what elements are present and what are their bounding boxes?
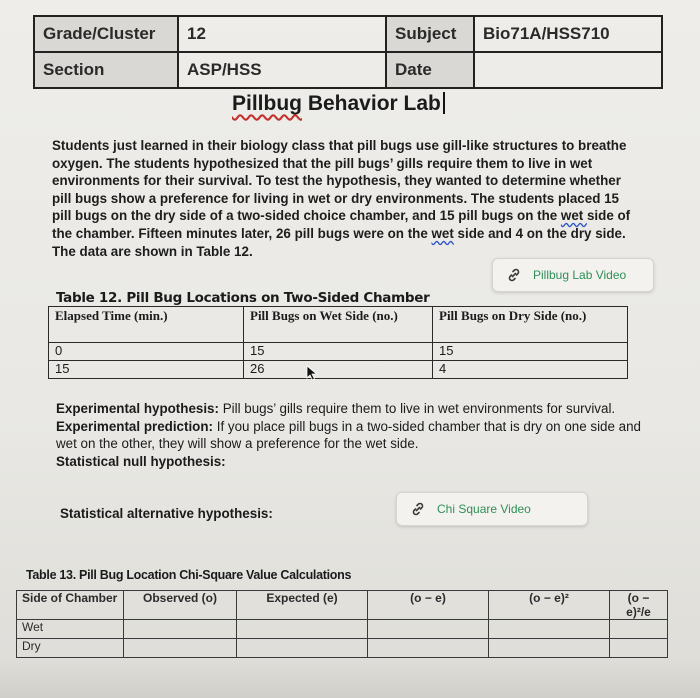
section-value[interactable]: ASP/HSS	[178, 52, 386, 88]
spellcheck-word: wet	[560, 208, 587, 224]
intro-paragraph	[52, 137, 642, 260]
table13-caption: Table 13. Pill Bug Location Chi-Square Value Calculations	[26, 568, 352, 582]
subject-value[interactable]: Bio71A/HSS710	[474, 16, 662, 52]
table12-cell: 4	[433, 361, 628, 379]
photo-shadow	[0, 658, 700, 698]
exp-pred-text: If you place pill bugs in a two-sided chamber that is dry on one side and wet on the other, they will show a preference for the wet side.	[56, 418, 642, 451]
table-row	[49, 343, 628, 361]
pillbug-video-label: Pillbug Lab Video	[533, 268, 627, 282]
table13-cell[interactable]	[489, 620, 610, 639]
page-title	[232, 92, 445, 116]
table13-header: (o − e)²/e	[610, 591, 668, 620]
header-table	[33, 15, 663, 89]
exp-pred-label: Experimental prediction:	[56, 418, 213, 434]
table12-cell: 26	[244, 361, 433, 379]
spellcheck-word: wet	[431, 225, 454, 241]
table12-cell: 0	[49, 343, 244, 361]
table12-cell: 15	[49, 361, 244, 379]
table-row	[17, 620, 668, 639]
table13-cell[interactable]	[610, 620, 668, 639]
table12	[48, 306, 628, 379]
table13-header: Side of Chamber	[17, 591, 124, 620]
table12-header: Pill Bugs on Wet Side (no.)	[244, 307, 433, 343]
date-label: Date	[386, 52, 474, 88]
table13	[16, 590, 668, 658]
intro-text-2: side of the chamber. Fifteen minutes later, 26 pill bugs were on the	[52, 208, 631, 241]
date-value[interactable]	[474, 52, 662, 88]
exp-hyp-label: Experimental hypothesis:	[56, 401, 219, 416]
table13-cell: Dry	[17, 639, 124, 658]
text-cursor	[443, 92, 445, 114]
table-row	[49, 361, 628, 379]
table12-cell: 15	[244, 343, 433, 361]
table12-header: Pill Bugs on Dry Side (no.)	[433, 307, 628, 343]
table13-cell[interactable]	[368, 639, 489, 658]
table13-cell[interactable]	[237, 620, 368, 639]
mouse-pointer-icon	[306, 365, 318, 381]
pillbug-video-link[interactable]	[492, 258, 654, 292]
table13-cell[interactable]	[237, 639, 368, 658]
null-hyp-label: Statistical null hypothesis:	[56, 453, 226, 469]
table12-caption: Table 12. Pill Bug Locations on Two-Sided Chamber	[56, 290, 430, 306]
table13-cell[interactable]	[610, 639, 668, 658]
link-icon	[405, 501, 431, 517]
section-label: Section	[34, 52, 178, 88]
subject-label: Subject	[386, 16, 474, 52]
table13-header: Observed (o)	[124, 591, 237, 620]
grade-label: Grade/Cluster	[34, 16, 178, 52]
intro-text-3: side and 4 on the dry side. The data are shown in Table 12.	[52, 225, 626, 259]
table13-header: (o − e)	[368, 591, 489, 620]
table-row	[17, 639, 668, 658]
title-rest: Behavior Lab	[302, 92, 441, 115]
alt-hyp-label: Statistical alternative hypothesis:	[60, 506, 273, 521]
table13-header: (o − e)²	[489, 591, 610, 620]
link-icon	[501, 267, 527, 283]
chi-square-video-link[interactable]	[396, 492, 588, 526]
table13-cell[interactable]	[489, 639, 610, 658]
chi-square-video-label: Chi Square Video	[437, 502, 531, 516]
hypotheses-block	[56, 400, 646, 470]
title-word-misspelled: Pillbug	[232, 92, 302, 115]
table13-cell[interactable]	[368, 620, 489, 639]
table13-cell[interactable]	[124, 639, 237, 658]
table13-header: Expected (e)	[237, 591, 368, 620]
table13-cell: Wet	[17, 620, 124, 639]
table12-cell: 15	[433, 343, 628, 361]
table13-cell[interactable]	[124, 620, 237, 639]
intro-text-1: Students just learned in their biology class that pill bugs use gill-like structures to breathe oxygen. The students hypothesized that the pill bugs’ gills require them to live in wet environments for their survival. To test the hypothesis, they wanted to determine whether pill bugs show a preference for living in wet or dry environments. The students placed 15 pill bugs on the dry side of a two-sided choice chamber, and 15 pill bugs on the	[52, 138, 627, 224]
exp-hyp-text: Pill bugs’ gills require them to live in wet environments for survival.	[218, 401, 616, 416]
table12-header: Elapsed Time (min.)	[49, 307, 244, 343]
grade-value[interactable]: 12	[178, 16, 386, 52]
